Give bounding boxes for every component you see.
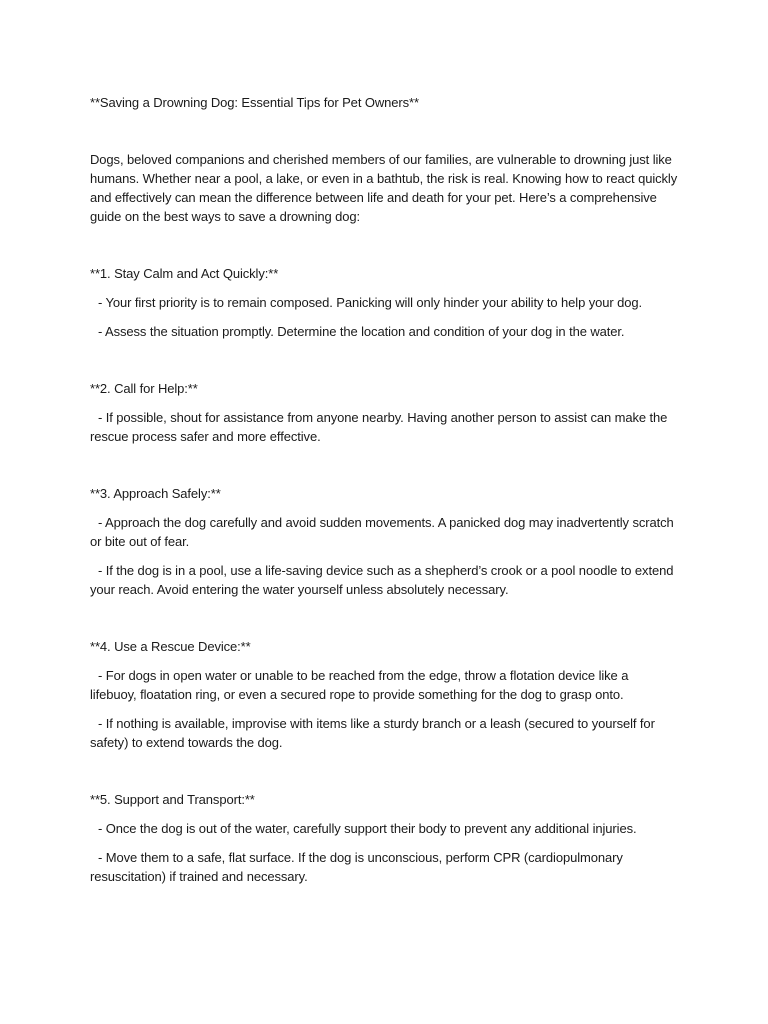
section-1 bbox=[90, 264, 678, 341]
bullet-item: - For dogs in open water or unable to be reached from the edge, throw a flotation device like a lifebuoy, floatation ring, or even a secured rope to provide something for the dog to grasp onto. bbox=[90, 668, 629, 702]
section-heading: **2. Call for Help:** bbox=[90, 381, 198, 396]
section-4 bbox=[90, 637, 678, 752]
section-3 bbox=[90, 484, 678, 599]
section-heading: **4. Use a Rescue Device:** bbox=[90, 639, 251, 654]
bullet-item: - If nothing is available, improvise with items like a sturdy branch or a leash (secured to yourself for safety) to extend towards the dog. bbox=[90, 716, 655, 750]
bullet-item: - If possible, shout for assistance from anyone nearby. Having another person to assist can make the rescue process safer and more effective. bbox=[90, 410, 668, 444]
bullet-item: - Your first priority is to remain composed. Panicking will only hinder your ability to help your dog. bbox=[98, 295, 643, 310]
section-2 bbox=[90, 379, 678, 446]
intro-paragraph: Dogs, beloved companions and cherished members of our families, are vulnerable to drowning just like humans. Whether near a pool, a lake, or even in a bathtub, the risk is real. Knowing how to react quickly and effectively can mean the difference between life and death for your pet. Here’s a comprehensive guide on the best ways to save a drowning dog: bbox=[90, 152, 678, 224]
document-body bbox=[90, 93, 678, 924]
section-heading: **1. Stay Calm and Act Quickly:** bbox=[90, 266, 279, 281]
section-5 bbox=[90, 790, 678, 886]
bullet-item: - Once the dog is out of the water, carefully support their body to prevent any additional injuries. bbox=[98, 821, 637, 836]
document-title: **Saving a Drowning Dog: Essential Tips for Pet Owners** bbox=[90, 95, 419, 110]
bullet-item: - Approach the dog carefully and avoid sudden movements. A panicked dog may inadvertently scratch or bite out of fear. bbox=[90, 515, 674, 549]
section-heading: **5. Support and Transport:** bbox=[90, 792, 255, 807]
bullet-item: - Assess the situation promptly. Determine the location and condition of your dog in the water. bbox=[98, 324, 625, 339]
section-heading: **3. Approach Safely:** bbox=[90, 486, 221, 501]
bullet-item: - If the dog is in a pool, use a life-saving device such as a shepherd’s crook or a pool noodle to extend your reach. Avoid entering the water yourself unless absolutely necessary. bbox=[90, 563, 674, 597]
bullet-item: - Move them to a safe, flat surface. If the dog is unconscious, perform CPR (cardiopulmonary resuscitation) if trained and necessary. bbox=[90, 850, 623, 884]
